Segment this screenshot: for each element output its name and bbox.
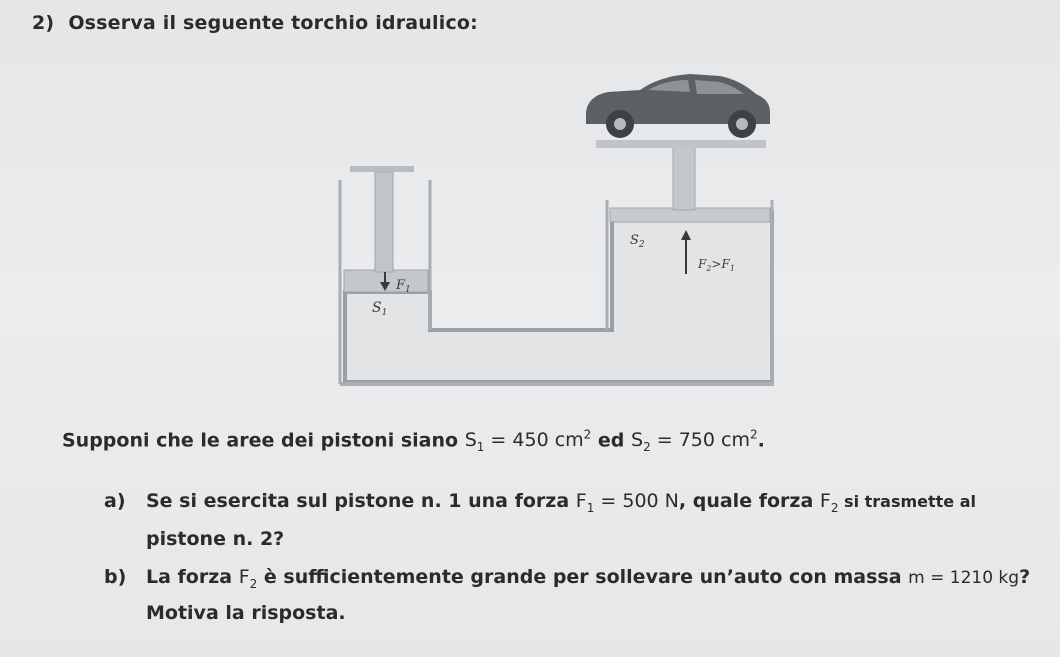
f2-symbol-a: $F_2$ xyxy=(819,490,839,515)
item-b-text1: La forza xyxy=(146,566,239,588)
item-a-line2: pistone n. 2? xyxy=(146,528,285,550)
item-b-line2: Motiva la risposta. xyxy=(146,602,346,624)
small-piston-top xyxy=(350,166,414,172)
f2-symbol-b: $F_2$ xyxy=(238,566,258,591)
intro-sentence xyxy=(62,428,765,454)
intro-end: . xyxy=(757,429,765,452)
item-a-label: a) xyxy=(104,490,126,512)
label-s2: $S_2$ xyxy=(630,233,645,250)
item-b-label: b) xyxy=(104,566,127,588)
label-f2-greater-f1: $F_2>F_1$ xyxy=(698,257,735,273)
s2-formula: $S_2 = 750$ $cm^2$ xyxy=(631,428,758,455)
intro-text: Supponi che le aree dei pistoni siano xyxy=(62,429,459,452)
item-b xyxy=(104,566,1030,591)
question-number: 2) xyxy=(32,12,55,34)
s1-formula: $S_1 = 450$ $cm^2$ xyxy=(464,428,592,455)
small-piston-rod xyxy=(375,172,393,272)
fluid-basin xyxy=(345,212,772,382)
item-a-text2: , quale forza xyxy=(678,490,820,512)
item-b-text2: è sufficientemente grande per sollevare un’auto con massa xyxy=(257,566,909,588)
item-a xyxy=(104,490,976,515)
f1-formula: $F_1 = 500$ N xyxy=(575,490,679,515)
question-title-text: Osserva il seguente torchio idraulico: xyxy=(68,12,478,34)
label-f1: $F_1$ xyxy=(396,278,411,295)
label-s1: $S_1$ xyxy=(372,300,388,318)
car-platform xyxy=(596,140,766,148)
car-icon xyxy=(586,74,770,138)
item-a-text3: si trasmette al xyxy=(838,492,976,511)
mass-formula: m = 1210 kg xyxy=(908,568,1020,588)
item-b-text3: ? xyxy=(1019,566,1031,588)
large-piston-rod xyxy=(673,146,695,210)
item-a-text1: Se si esercita sul pistone n. 1 una forza xyxy=(146,490,576,512)
intro-conj: ed xyxy=(591,429,632,452)
